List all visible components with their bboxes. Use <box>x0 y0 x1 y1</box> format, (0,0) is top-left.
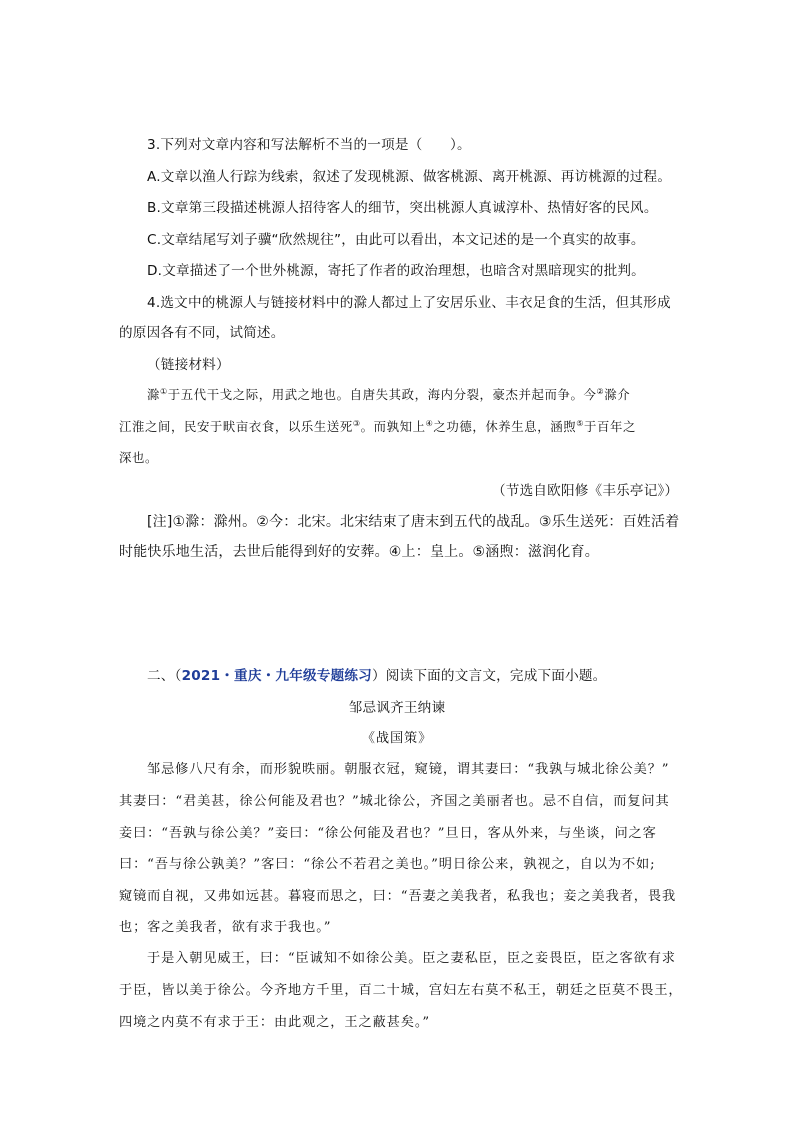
note-marker-1: ① <box>160 386 168 396</box>
note-marker-5: ⑤ <box>576 418 585 428</box>
material-heading: （链接材料） <box>147 357 230 373</box>
question-3-option-d: D.文章描述了一个世外桃源，寄托了作者的政治理想，也暗含对黑暗现实的批判。 <box>147 263 645 279</box>
question-3-option-b: B.文章第三段描述桃源人招待客人的细节，突出桃源人真诚淳朴、热情好客的民风。 <box>147 200 658 216</box>
question-3-stem: 3.下列对文章内容和写法解析不当的一项是（ ）。 <box>147 137 471 153</box>
question-4-line-1: 4.选文中的桃源人与链接材料中的滁人都过上了安居乐业、丰衣足食的生活，但其形成 <box>147 295 671 311</box>
material-note-line-1: [注]①滁：滁州。②今：北宋。北宋结束了唐末到五代的战乱。③乐生送死：百姓活着 <box>147 514 680 530</box>
question-3-option-a: A.文章以渔人行踪为线索，叙述了发现桃源、做客桃源、离开桃源、再访桃源的过程。 <box>147 169 672 185</box>
passage-line-2: 其妻曰：“君美甚，徐公何能及君也？”城北徐公，齐国之美丽者也。忌不自信，而复问其 <box>119 794 670 809</box>
material-note-line-2: 时能快乐地生活，去世后能得到好的安葬。④上：皇上。⑤涵煦：滋润化育。 <box>119 544 599 560</box>
question-4-line-2: 的原因各有不同，试简述。 <box>119 325 285 341</box>
material-text-line-3: 深也。 <box>119 450 158 465</box>
section-2-tag: 2021・重庆・九年级专题练习 <box>181 668 372 684</box>
section-2-heading: 二、（2021・重庆・九年级专题练习）阅读下面的文言文，完成下面小题。 <box>147 668 607 684</box>
passage-line-8: 于臣，皆以美于徐公。今齐地方千里，百二十城，宫妇左右莫不私王，朝廷之臣莫不畏王， <box>119 983 683 998</box>
passage-line-4: 曰：“吾与徐公孰美？”客曰：“徐公不若君之美也。”明日徐公来，孰视之，自以为不如; <box>119 857 656 872</box>
material-source: （节选自欧阳修《丰乐亭记》） <box>492 483 679 499</box>
note-marker-2: ② <box>596 386 605 396</box>
passage-line-6: 也；客之美我者，欲有求于我也。” <box>119 920 332 935</box>
passage-title: 邹忌讽齐王纳谏 <box>348 700 446 716</box>
material-text-line-2: 江淮之间，民安于畎亩衣食，以乐生送死③。而孰知上④之功德，休养生息，涵煦⑤于百年之 <box>119 418 637 434</box>
passage-book: 《战国策》 <box>361 731 433 746</box>
passage-line-5: 窥镜而自视，又弗如远甚。暮寝而思之，曰：“吾妻之美我者，私我也；妾之美我者，畏我 <box>119 889 677 904</box>
note-marker-4: ④ <box>425 418 434 428</box>
note-marker-3: ③ <box>352 418 361 428</box>
passage-line-7: 于是入朝见威王，曰：“臣诚知不如徐公美。臣之妻私臣，臣之妾畏臣，臣之客欲有求 <box>147 951 676 966</box>
passage-line-3: 妾曰：“吾孰与徐公美？”妾曰：“徐公何能及君也？”旦日，客从外来，与坐谈，问之客 <box>119 826 657 841</box>
passage-line-1: 邹忌修八尺有余，而形貌昳丽。朝服衣冠，窥镜，谓其妻曰：“我孰与城北徐公美？” <box>147 762 670 777</box>
passage-line-9: 四境之内莫不有求于王：由此观之，王之蔽甚矣。” <box>119 1015 430 1030</box>
question-3-option-c: C.文章结尾写刘子骥“欣然规往”，由此可以看出，本文记述的是一个真实的故事。 <box>147 232 645 248</box>
material-text-line-1: 滁①于五代干戈之际，用武之地也。自唐失其政，海内分裂，豪杰并起而争。今②滁介 <box>147 386 631 402</box>
